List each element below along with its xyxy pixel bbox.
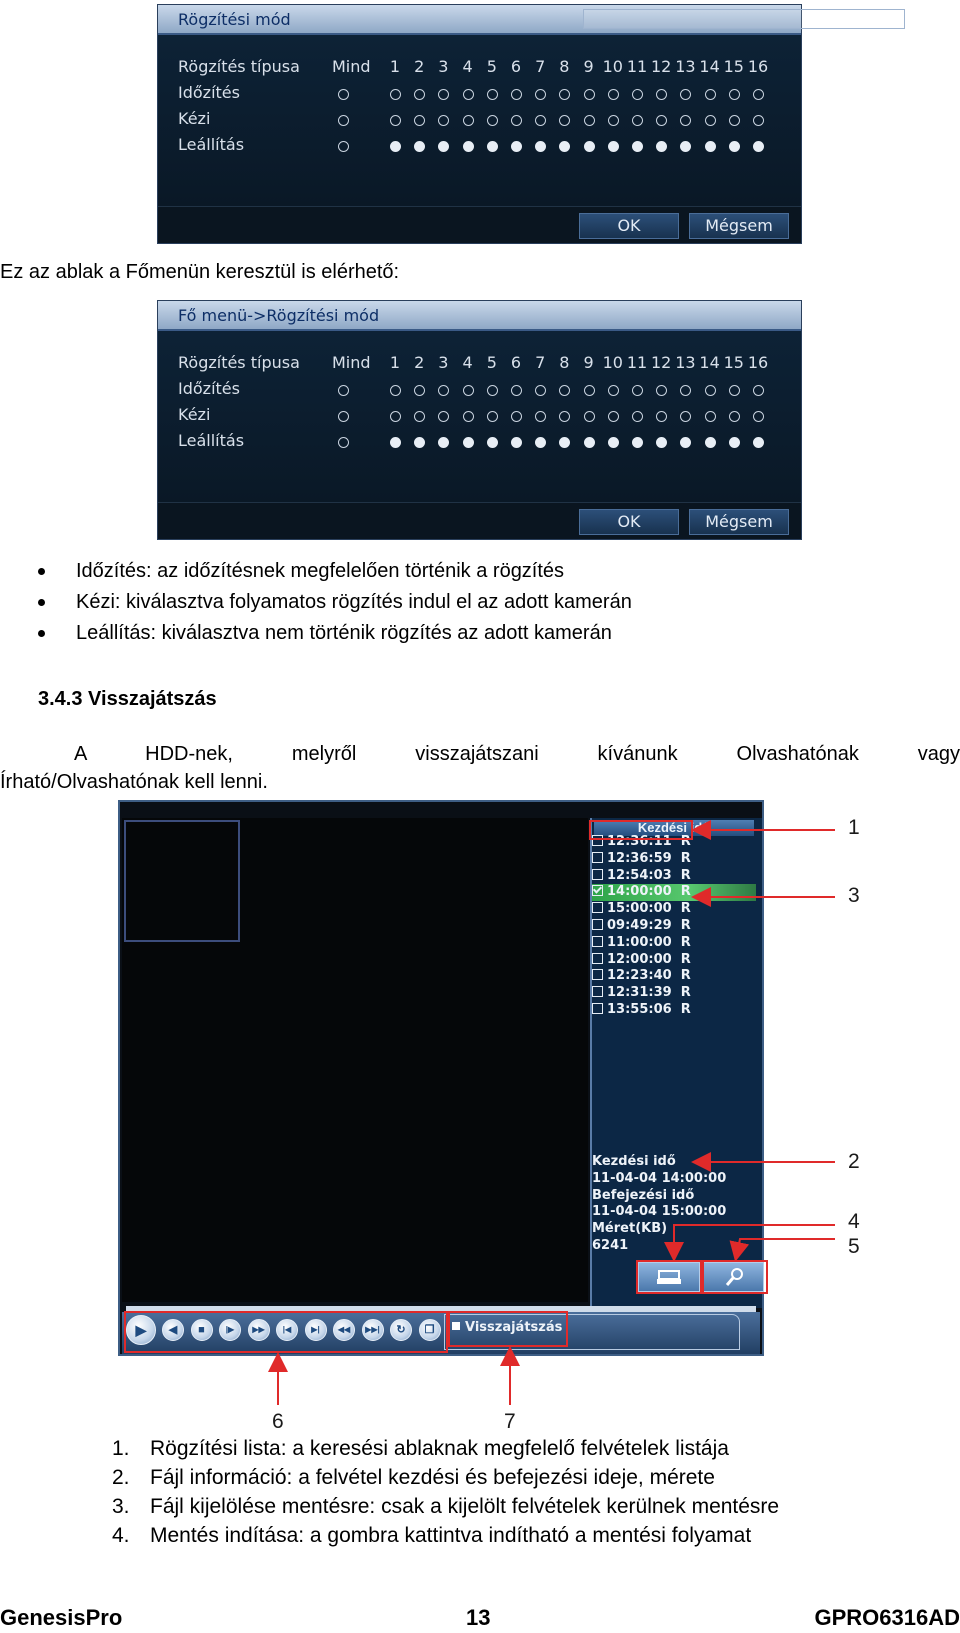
panel-title: Fő menü->Rögzítési mód [178,306,380,325]
list-item: Rögzítési lista: a keresési ablaknak megfelelő felvételek listája [150,1437,729,1460]
file-time: 12:36:11 R [607,834,691,849]
section-paragraph-line-2: Írható/Olvashatónak kell lenni. [0,771,268,793]
channel-header: 2 [414,353,425,372]
list-number: 1. [112,1437,130,1460]
footer-page-number: 13 [466,1605,491,1630]
list-item: Fájl információ: a felvétel kezdési és befejezési ideje, mérete [150,1466,715,1489]
callout-7: 7 [504,1410,516,1433]
rewind-icon[interactable]: ◀◀ [333,1319,355,1341]
mode-row-label: Rögzítés típusa [178,57,300,76]
channel-header: 9 [583,57,594,76]
next-frame-icon[interactable]: ▶| [305,1319,327,1341]
playback-checkbox[interactable]: Visszajátszás [452,1320,562,1335]
file-info-line: 11-04-04 15:00:00 [592,1204,727,1220]
channel-header: 1 [389,353,401,372]
channel-header: 15 [723,353,744,372]
channel-header: 11 [626,57,648,76]
channel-header: 10 [602,353,623,372]
channel-header: 8 [559,57,570,76]
channel-header: 3 [438,353,449,372]
footer-model: GPRO6316AD [814,1605,960,1630]
next-file-icon[interactable]: ▶▶| [362,1319,384,1341]
channel-header: 11 [626,353,648,372]
channel-header: 12 [651,57,672,76]
channel-header: 5 [486,57,497,76]
file-time: 11:00:00 R [607,934,691,950]
channel-header: 9 [583,353,594,372]
channel-header: 7 [535,353,546,372]
file-info-line: 11-04-04 14:00:00 [592,1170,727,1186]
file-time: 15:00:00 R [607,901,691,917]
ok-button[interactable]: OK [579,213,679,239]
stop-icon[interactable]: ■ [191,1319,213,1341]
file-time: 12:36:59 R [607,850,691,866]
step-forward-icon[interactable]: |▶ [219,1319,241,1341]
channel-header: 2 [414,57,425,76]
intro-line: Ez az ablak a Főmenün keresztül is elérhető: [0,261,400,283]
cancel-button[interactable]: Mégsem [689,509,789,535]
channel-header: 15 [723,57,744,76]
channel-header: 13 [675,57,696,76]
section-paragraph-line-1: A HDD-nek, melyről visszajátszani kívánunk Olvashatónak vagy [74,743,960,765]
file-time: 14:00:00 R [607,884,691,900]
mode-row-label: Rögzítés típusa [178,353,300,372]
file-time: 09:49:29 R [607,918,691,933]
section-heading: 3.4.3 Visszajátszás [38,688,217,710]
file-time: 12:23:40 R [607,968,691,984]
list-number: 4. [112,1524,130,1547]
channel-header: 12 [651,353,672,372]
callout-1: 1 [848,816,860,839]
callout-5: 5 [848,1235,860,1258]
bullet-item: Időzítés: az időzítésnek megfelelően történik a rögzítés [76,560,565,582]
channel-header: 13 [675,353,696,372]
channel-header: 8 [559,353,570,372]
file-time: 13:55:06 R [607,1002,691,1017]
cancel-button[interactable]: Mégsem [689,213,789,239]
file-time: 12:31:39 R [607,985,691,1001]
channel-header: 1 [389,57,401,76]
channel-header: 5 [486,353,497,372]
channel-header: 16 [747,57,769,76]
channel-header: 14 [699,57,720,76]
mind-column-header: Mind [332,353,371,372]
list-item: Fájl kijelölése mentésre: csak a kijelölt felvételek kerülnek mentésre [150,1495,780,1518]
channel-header: 6 [510,57,522,76]
mode-row-label: Időzítés [178,379,240,398]
mode-row-label: Leállítás [178,431,245,450]
channel-header: 14 [699,353,720,372]
bullet-item: Leállítás: kiválasztva nem történik rögzítés az adott kamerán [76,622,612,644]
callout-2: 2 [848,1150,860,1173]
channel-header: 3 [438,57,449,76]
mode-row-label: Kézi [178,109,211,128]
file-info-line: Befejezési idő [592,1187,695,1203]
mode-row-label: Kézi [178,405,211,424]
callout-4: 4 [848,1210,860,1233]
file-info-line: 6241 [592,1238,629,1253]
callout-6: 6 [272,1410,284,1433]
fast-forward-icon[interactable]: ▶▶ [248,1319,270,1341]
bullet-item: Kézi: kiválasztva folyamatos rögzítés indul el az adott kamerán [76,591,632,613]
mode-row-label: Leállítás [178,135,245,154]
channel-header: 16 [747,353,769,372]
list-item: Mentés indítása: a gombra kattintva indítható a mentési folyamat [150,1524,752,1547]
channel-header: 4 [462,57,473,76]
file-info-line: Méret(KB) [592,1221,668,1237]
channel-header: 6 [510,353,522,372]
list-number: 2. [112,1466,130,1489]
channel-header: 7 [535,57,546,76]
file-time: 12:00:00 R [607,951,691,967]
footer-brand: GenesisPro [0,1605,123,1630]
mind-column-header: Mind [332,57,371,76]
ok-button[interactable]: OK [579,509,679,535]
list-number: 3. [112,1495,130,1518]
mode-row-label: Időzítés [178,83,240,102]
reverse-play-icon[interactable]: ◀ [162,1319,184,1341]
file-info-line: Kezdési idő [592,1154,676,1169]
play-icon[interactable]: ▶ [126,1315,156,1345]
channel-header: 4 [462,353,473,372]
panel-title: Rögzítési mód [178,10,291,29]
previous-frame-icon[interactable]: |◀ [276,1319,298,1341]
callout-3: 3 [848,884,860,907]
channel-header: 10 [602,57,623,76]
repeat-icon[interactable]: ↻ [390,1319,412,1341]
file-list-header: Kezdési idő [594,820,754,836]
window-icon[interactable]: ❐ [419,1319,441,1341]
file-time: 12:54:03 R [607,867,691,883]
